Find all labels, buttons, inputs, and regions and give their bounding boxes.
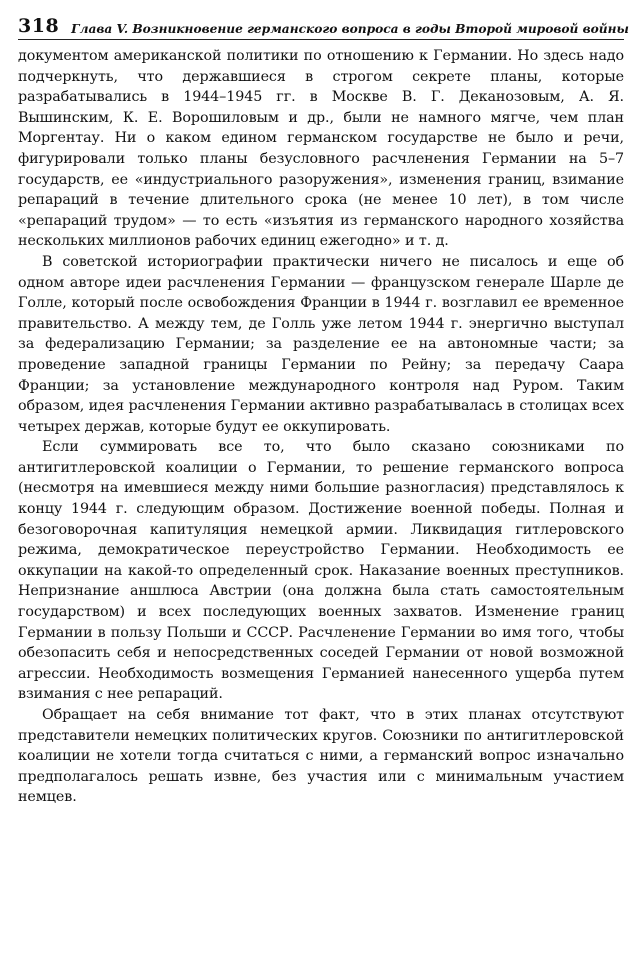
running-title: Глава V. Возникновение германского вопроса в годы Второй мировой войны <box>71 21 629 36</box>
page-header <box>18 0 629 40</box>
page-number: 318 <box>18 15 60 37</box>
body-text <box>18 46 624 808</box>
paragraph-1: документом американской политики по отношению к Германии. Но здесь надо подчеркнуть, что державшиеся в строгом секрете планы, которые разрабатывались в 1944–1945 гг. в Москве В. Г. Деканозовым, А. Я. Вышинским, К. Е. Ворошиловым и др., были не намного мягче, чем план Моргентау. Ни о каком едином германском государстве не было и речи, фигурировали только планы безусловного расчленения Германии на 5–7 государств, ее «индустриального разоружения», изменения границ, взимание репараций в течение длительного срока (не менее 10 лет), в том числе «репараций трудом» — то есть «изъятия из германского народного хозяйства нескольких миллионов рабочих единиц ежегодно» и т. д. <box>18 48 624 250</box>
paragraph-4: Обращает на себя внимание тот факт, что в этих планах отсутствуют представители немецких политических кругов. Союзники по антигитлеровской коалиции не хотели тогда считаться с ними, а германский вопрос изначально предполагалось решать извне, без участия или с минимальным участием немцев. <box>18 707 624 806</box>
paragraph-2: В советской историографии практически ничего не писалось и еще об одном авторе идеи расчленения Германии — французском генерале Шарле де Голле, который после освобождения Франции в 1944 г. возглавил ее временное правительство. А между тем, де Голль уже летом 1944 г. энергично выступал за федерализацию Германии; за разделение ее на автономные части; за проведение западной границы Германии по Рейну; за передачу Саара Франции; за установление международного контроля над Руром. Таким образом, идея расчленения Германии активно разрабатывалась в столицах всех четырех держав, которые будут ее оккупировать. <box>18 253 624 435</box>
paragraph-3: Если суммировать все то, что было сказано союзниками по антигитлеровской коалиции о Германии, то решение германского вопроса (несмотря на имевшиеся между ними большие разногласия) представлялось к концу 1944 г. следующим образом. Достижение военной победы. Полная и безоговорочная капитуляция немецкой армии. Ликвидация гитлеровского режима, демократическое переустройство Германии. Необходимость ее оккупации на какой-то определенный срок. Наказание военных преступников. Непризнание аншлюса Австрии (она должна была стать самостоятельным государством) и всех последующих военных захватов. Изменение границ Германии в пользу Польши и СССР. Расчленение Германии во имя того, чтобы обезопасить себя и непосредственных соседей Германии от новой возможной агрессии. Необходимость возмещения Германией нанесенного ущерба путем взимания с нее репараций. <box>18 439 624 703</box>
